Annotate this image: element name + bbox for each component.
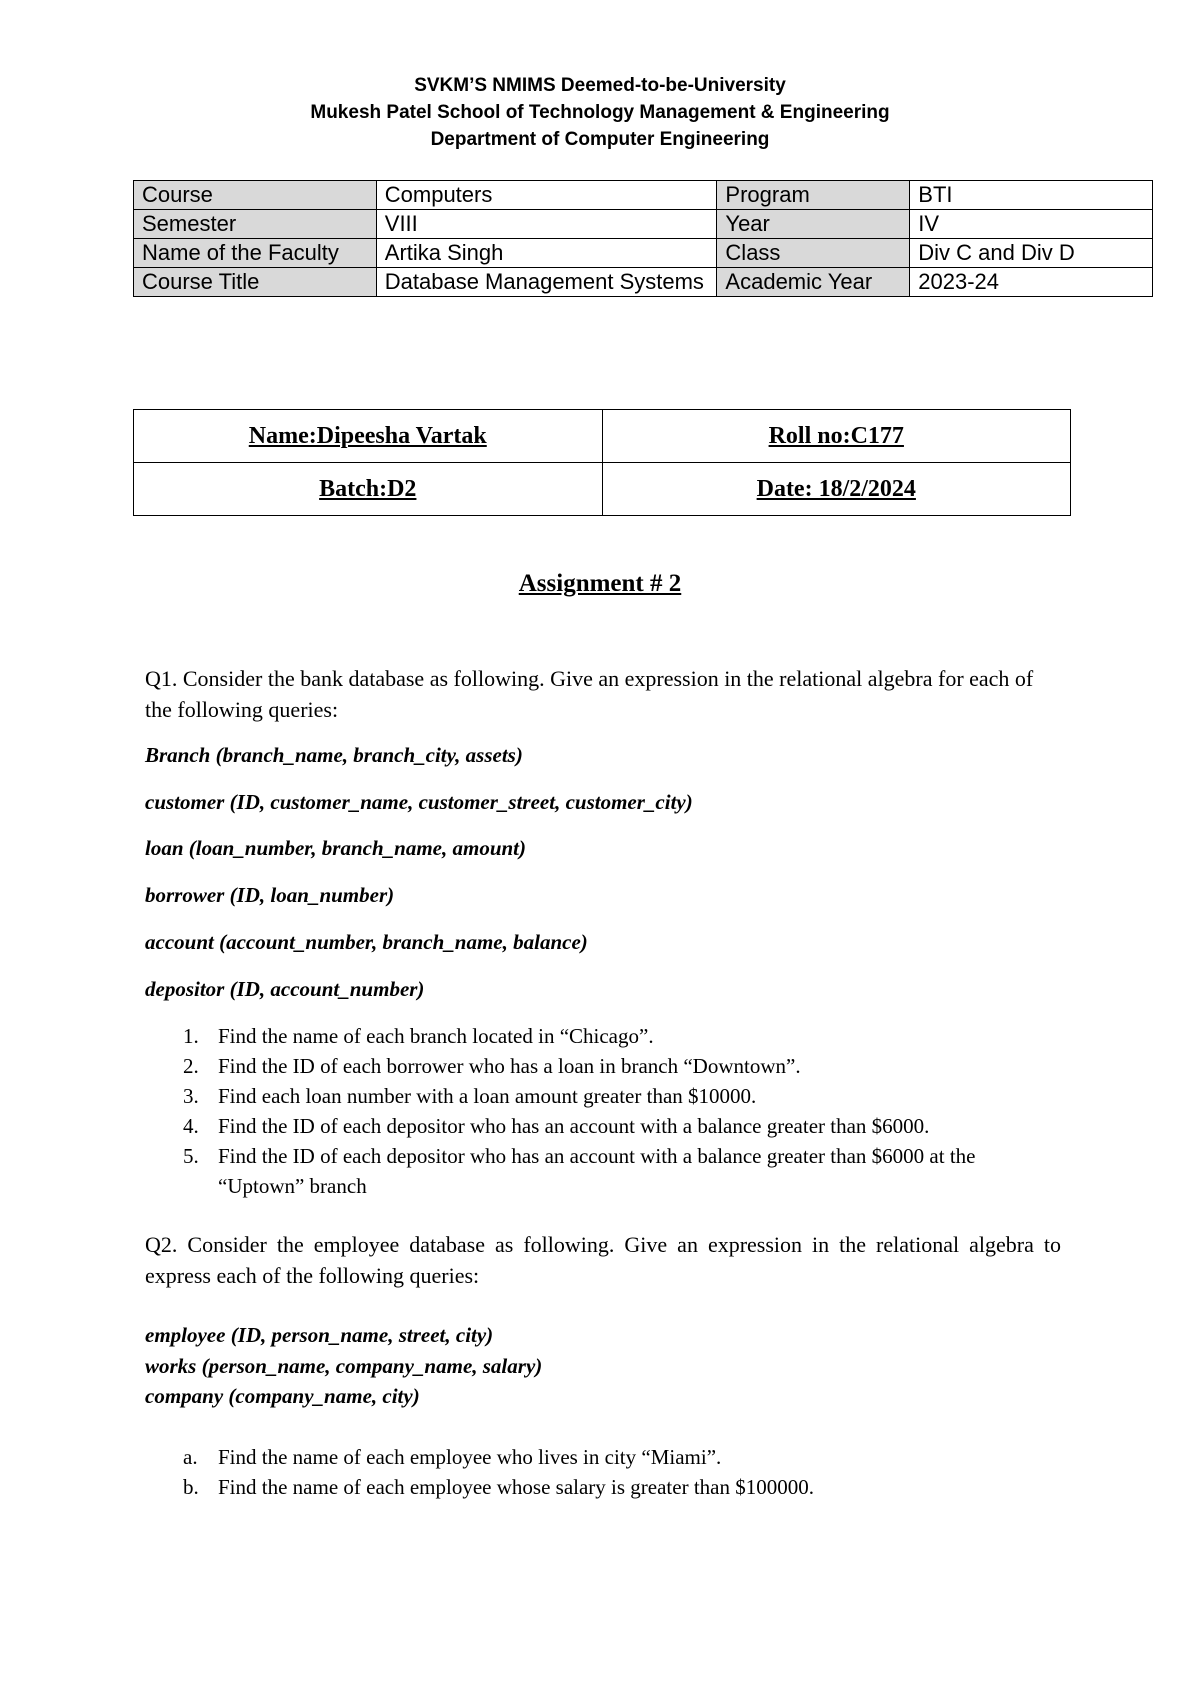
list-item <box>145 1472 1065 1502</box>
list-item-text: Find the ID of each depositor who has an account with a balance greater than $6000 at the “Uptown” branch <box>218 1144 976 1198</box>
program-label: Program <box>717 181 910 210</box>
course-title-label: Course Title <box>134 268 377 297</box>
schema-employee: employee (ID, person_name, street, city) <box>145 1323 494 1347</box>
schema-branch: Branch (branch_name, branch_city, assets) <box>145 743 523 767</box>
list-item-text: Find the name of each employee who lives in city “Miami”. <box>218 1445 722 1469</box>
list-marker: b. <box>183 1475 199 1499</box>
assignment-title: Assignment # 2 <box>518 570 682 597</box>
schema-depositor: depositor (ID, account_number) <box>145 977 425 1001</box>
list-marker: 3. <box>183 1084 199 1108</box>
batch: Batch:D2 <box>134 463 603 516</box>
course-value: Computers <box>376 181 717 210</box>
list-item <box>145 1141 1065 1201</box>
semester-value: VIII <box>376 210 717 239</box>
course-title-value: Database Management Systems <box>376 268 717 297</box>
schema-works: works (person_name, company_name, salary) <box>145 1354 543 1378</box>
list-marker: 5. <box>183 1144 199 1168</box>
list-marker: 4. <box>183 1114 199 1138</box>
class-value: Div C and Div D <box>910 239 1153 268</box>
academic-year-label: Academic Year <box>717 268 910 297</box>
list-item <box>145 1021 1065 1051</box>
list-item-text: Find the name of each branch located in “Chicago”. <box>218 1024 654 1048</box>
document-header <box>0 72 1200 153</box>
list-item <box>145 1081 1065 1111</box>
roll-number: Roll no:C177 <box>602 410 1070 463</box>
class-label: Class <box>717 239 910 268</box>
submission-date: Date: 18/2/2024 <box>602 463 1070 516</box>
q1-question-list <box>145 1021 1065 1201</box>
schema-company: company (company_name, city) <box>145 1384 420 1408</box>
student-name: Name:Dipeesha Vartak <box>134 410 603 463</box>
course-info-row <box>134 268 1153 297</box>
student-info-table <box>133 409 1071 516</box>
q1-text: Q1. Consider the bank database as following. Give an expression in the relational algebra for each of the following queries: <box>145 666 1034 722</box>
program-value: BTI <box>910 181 1153 210</box>
school-name: Mukesh Patel School of Technology Management & Engineering <box>310 102 890 123</box>
list-item <box>145 1051 1065 1081</box>
course-info-row <box>134 210 1153 239</box>
faculty-label: Name of the Faculty <box>134 239 377 268</box>
department-name: Department of Computer Engineering <box>430 129 770 150</box>
list-item-text: Find each loan number with a loan amount greater than $10000. <box>218 1084 757 1108</box>
student-info-row <box>134 463 1071 516</box>
schema-account: account (account_number, branch_name, balance) <box>145 930 588 954</box>
semester-label: Semester <box>134 210 377 239</box>
q2-text: Q2. Consider the employee database as following. Give an expression in the relational algebra to express each of the following queries: <box>145 1232 1061 1288</box>
university-name: SVKM’S NMIMS Deemed-to-be-University <box>414 75 786 96</box>
course-info-row <box>134 239 1153 268</box>
list-marker: 2. <box>183 1054 199 1078</box>
q2-question-list <box>145 1442 1065 1502</box>
year-label: Year <box>717 210 910 239</box>
list-marker: 1. <box>183 1024 199 1048</box>
schema-loan: loan (loan_number, branch_name, amount) <box>145 836 527 860</box>
schema-customer: customer (ID, customer_name, customer_street, customer_city) <box>145 790 693 814</box>
student-info-row <box>134 410 1071 463</box>
academic-year-value: 2023-24 <box>910 268 1153 297</box>
list-item <box>145 1442 1065 1472</box>
schema-borrower: borrower (ID, loan_number) <box>145 883 395 907</box>
list-item <box>145 1111 1065 1141</box>
course-info-row <box>134 181 1153 210</box>
faculty-value: Artika Singh <box>376 239 717 268</box>
list-marker: a. <box>183 1445 198 1469</box>
year-value: IV <box>910 210 1153 239</box>
course-label: Course <box>134 181 377 210</box>
list-item-text: Find the ID of each borrower who has a loan in branch “Downtown”. <box>218 1054 801 1078</box>
list-item-text: Find the name of each employee whose salary is greater than $100000. <box>218 1475 814 1499</box>
course-info-table <box>133 180 1153 297</box>
list-item-text: Find the ID of each depositor who has an account with a balance greater than $6000. <box>218 1114 930 1138</box>
